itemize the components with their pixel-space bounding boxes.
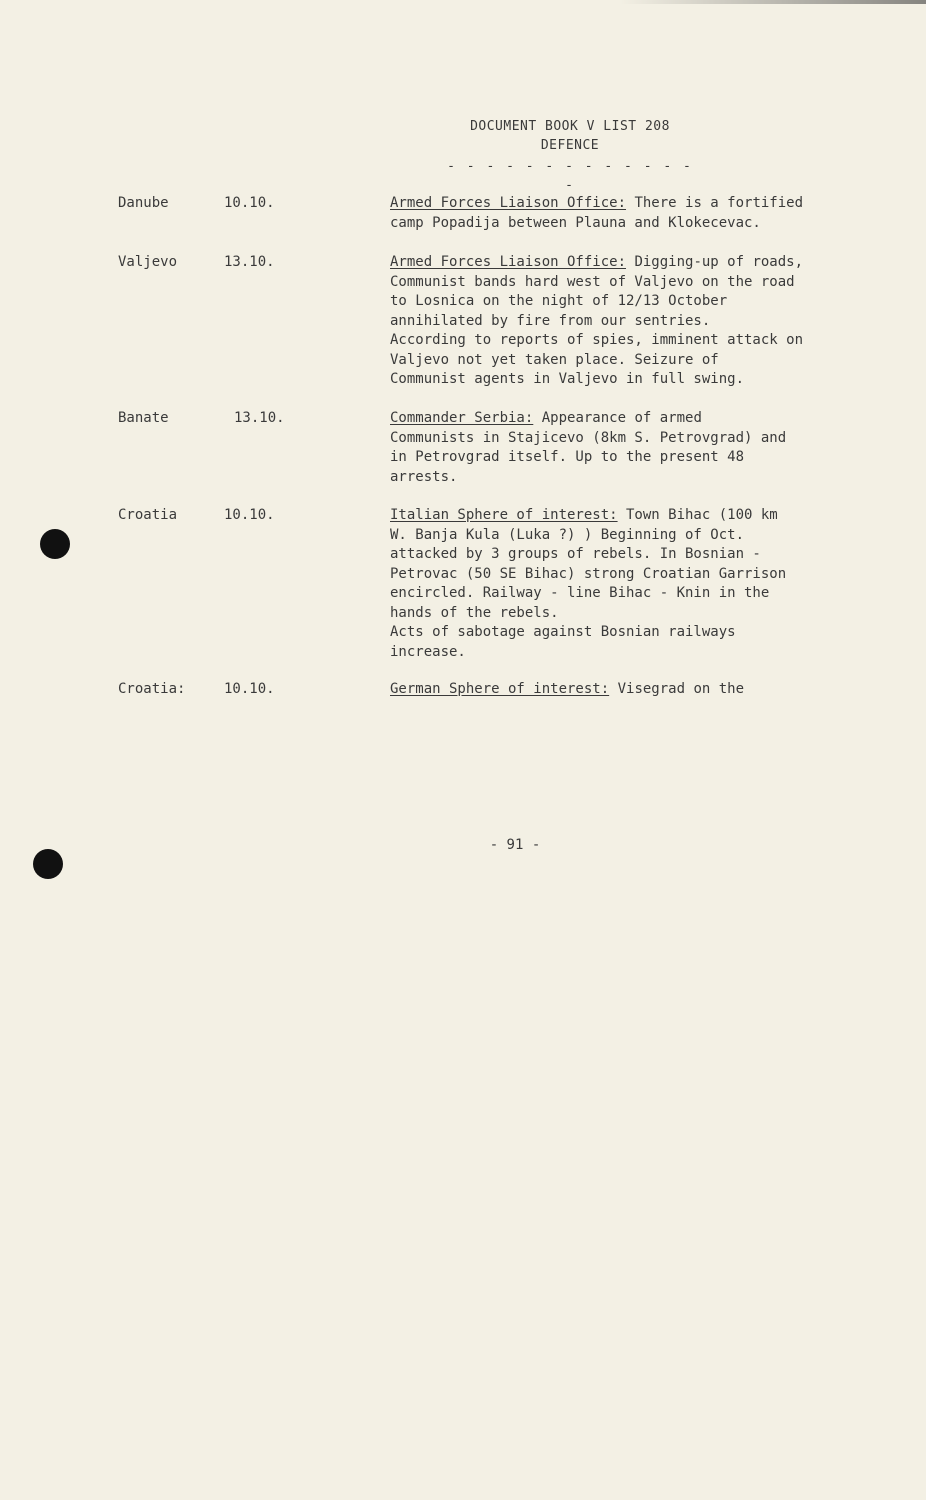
entry-text (390, 680, 870, 700)
entry-heading: Armed Forces Liaison Office: (390, 254, 627, 270)
entry-body: Visegrad on the (609, 681, 745, 697)
entry-date: 13.10. (234, 410, 285, 426)
entry-location: Croatia: (118, 681, 186, 697)
header-rule: - - - - - - - - - - - - - - (447, 159, 693, 193)
entry-body: Appearance of armed Communists in Stajicevo (8km S. Petrovgrad) and in Petrovgrad itself. Up to the present 48 arrests. (390, 410, 787, 485)
entry-body: Digging-up of roads, Communist bands hard west of Valjevo on the road to Losnica on the night of 12/13 October annihilated by fire from our sentries. According to reports of spies, imminent attack on Valjevo not yet taken place. Seizure of Communist agents in Valjevo in full swing. (390, 254, 804, 387)
entry-body: There is a fortified camp Popadija between Plauna and Klokecevac. (390, 195, 804, 231)
entry-location: Banate (118, 410, 169, 426)
scan-edge (620, 0, 926, 4)
entry-heading: Armed Forces Liaison Office: (390, 195, 627, 211)
entry-location: Croatia (118, 507, 178, 523)
entry-date: 10.10. (224, 507, 275, 523)
document-header (440, 117, 700, 195)
entry-text (390, 409, 870, 487)
entry-text (390, 506, 870, 662)
entry-date: 13.10. (224, 254, 275, 270)
header-subtitle: DEFENCE (540, 138, 600, 153)
entry-location: Danube (118, 195, 169, 211)
entry-heading: Italian Sphere of interest: (390, 507, 618, 523)
entry-date: 10.10. (224, 681, 275, 697)
entry-body: Town Bihac (100 km W. Banja Kula (Luka ?) ) Beginning of Oct. attacked by 3 groups of rebels. In Bosnian - Petrovac (50 SE Bihac) strong Croatian Garrison encircled. Railway - line Bihac - Knin in the hands of the rebels. Acts of sabotage against Bosnian railways increase. (390, 507, 787, 660)
header-title: DOCUMENT BOOK V LIST 208 (470, 119, 670, 134)
entry-location: Valjevo (118, 254, 178, 270)
entry-heading: German Sphere of interest: (390, 681, 610, 697)
entry-heading: Commander Serbia: (390, 410, 534, 426)
punch-hole-top (40, 529, 70, 559)
page-number: - 91 - (489, 837, 541, 853)
entry-text (390, 194, 870, 233)
entry-text (390, 253, 870, 390)
punch-hole-bottom (33, 849, 63, 879)
entry-date: 10.10. (224, 195, 275, 211)
